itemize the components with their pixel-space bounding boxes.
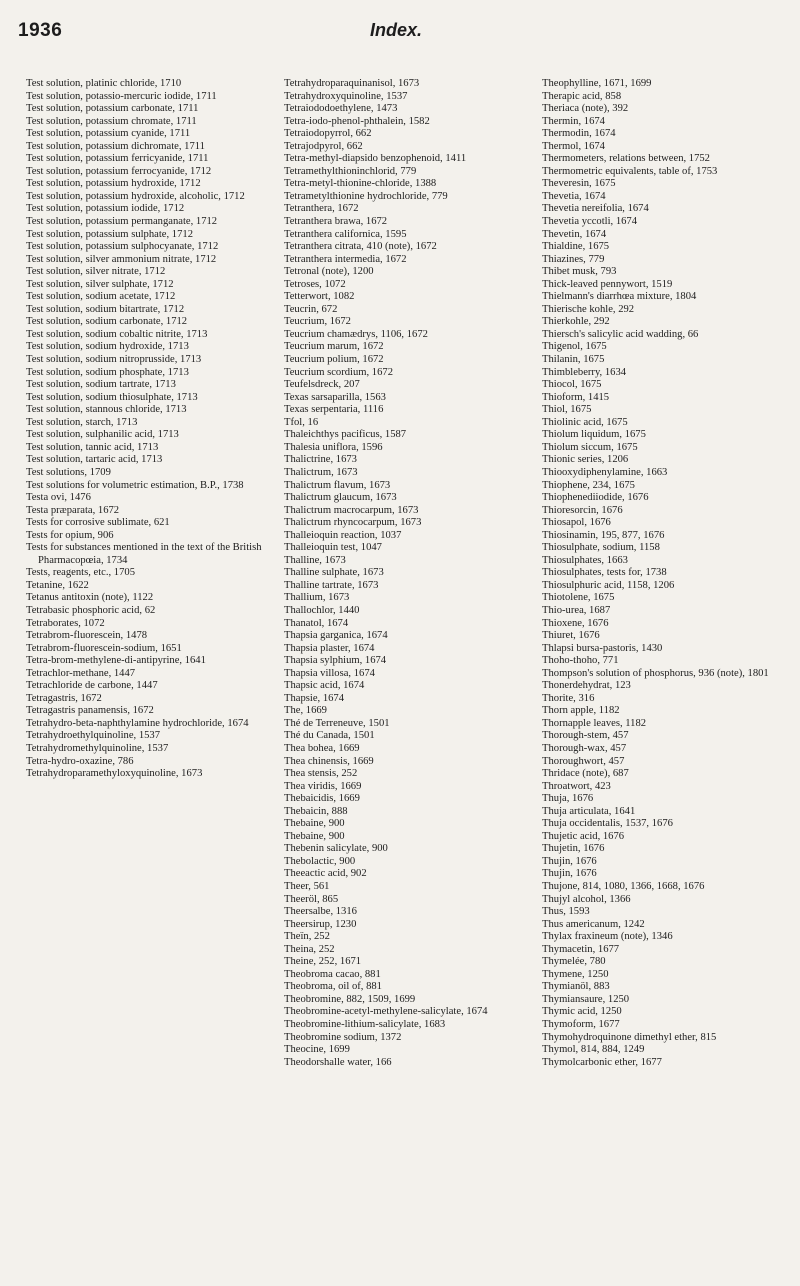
index-entry: Thiocol, 1675 <box>542 379 602 391</box>
index-entry: Theine, 252, 1671 <box>284 956 362 968</box>
index-entry: Thioxene, 1676 <box>542 617 609 629</box>
index-entry: Thioresorcin, 1676 <box>542 504 623 516</box>
index-entry: Thevetia nereifolia, 1674 <box>542 203 649 215</box>
index-entry: Thebolactic, 900 <box>284 855 356 867</box>
index-entry: Test solution, starch, 1713 <box>26 416 138 428</box>
index-entry: Thiophene, 234, 1675 <box>542 479 635 491</box>
index-entry: Test solution, potassium sulphocyanate, 1712 <box>26 241 219 253</box>
index-entry: Thierkohle, 292 <box>542 316 610 328</box>
index-entry: Test solution, potassium ferricyanide, 1711 <box>26 153 209 165</box>
index-entry: Tetragastris panamensis, 1672 <box>26 705 154 717</box>
index-entry: Theïn, 252 <box>284 931 330 943</box>
index-entry: Thiersch's salicylic acid wadding, 66 <box>542 328 699 340</box>
index-entry: Tests for opium, 906 <box>26 529 114 541</box>
index-entry: Thymol, 814, 884, 1249 <box>542 1044 645 1056</box>
index-entry: Thalictrum, 1673 <box>284 466 358 478</box>
index-entry: Thermin, 1674 <box>542 115 605 127</box>
index-entry: Thapsic acid, 1674 <box>284 680 365 692</box>
index-entry: Thujetin, 1676 <box>542 843 605 855</box>
index-entry: Theocine, 1699 <box>284 1044 350 1056</box>
index-entry: Thalline, 1673 <box>284 554 346 566</box>
index-entry: Thiosulphates, 1663 <box>542 554 628 566</box>
index-entry: Test solution, sodium bitartrate, 1712 <box>26 303 185 315</box>
index-entry: Thiosinamin, 195, 877, 1676 <box>542 529 665 541</box>
index-entry: Test solution, potassium iodide, 1712 <box>26 203 185 215</box>
index-entry: Texas serpentaria, 1116 <box>284 404 384 416</box>
index-entry: Tetrahydromethylquinoline, 1537 <box>26 742 169 754</box>
index-entry: Theobroma, oil of, 881 <box>284 981 382 993</box>
index-entry: Thiooxydiphenylamine, 1663 <box>542 466 668 478</box>
index-entry: Tetra-hydro-oxazine, 786 <box>26 755 134 767</box>
index-entry: Theeactic acid, 902 <box>284 868 367 880</box>
index-entry: Testa præparata, 1672 <box>26 504 120 516</box>
index-entry: Thevetia, 1674 <box>542 190 606 202</box>
index-entry: Texas sarsaparilla, 1563 <box>284 391 386 403</box>
index-entry: Teucrium chamædrys, 1106, 1672 <box>284 328 428 340</box>
index-entry: Thaleichthys pacificus, 1587 <box>284 429 407 441</box>
index-entry: Test solution, sodium phosphate, 1713 <box>26 366 189 378</box>
index-entry: Test solution, potassium dichromate, 1711 <box>26 140 205 152</box>
index-entry: Tetrahydroethylquinoline, 1537 <box>26 730 161 742</box>
index-entry: Tetra-metyl-thionine-chloride, 1388 <box>284 178 437 190</box>
index-entry: Test solution, sodium tartrate, 1713 <box>26 379 176 391</box>
index-entry: Test solution, silver nitrate, 1712 <box>26 266 166 278</box>
index-entry: Thoho-thoho, 771 <box>542 655 619 667</box>
index-entry: Thimbleberry, 1634 <box>542 366 627 378</box>
index-entry: Thlapsi bursa-pastoris, 1430 <box>542 642 663 654</box>
index-entry: Thiol, 1675 <box>542 404 592 416</box>
index-entry: Tetranthera, 1672 <box>284 203 359 215</box>
index-entry: Thé du Canada, 1501 <box>284 730 375 742</box>
index-entry: Tetranthera intermedia, 1672 <box>284 253 407 265</box>
index-entry: Thompson's solution of phosphorus, 936 (note), 1801 <box>542 667 769 679</box>
index-entry: Theersalbe, 1316 <box>284 906 357 918</box>
index-entry: Thonerdehydrat, 123 <box>542 680 631 692</box>
index-entry: Test solution, potassium cyanide, 1711 <box>26 128 191 140</box>
running-title: Index. <box>370 20 423 40</box>
index-entry: Thebenin salicylate, 900 <box>284 843 388 855</box>
index-entry: Thallochlor, 1440 <box>284 604 360 616</box>
index-entry: Test solution, potassium permanganate, 1712 <box>26 216 218 228</box>
index-entry: Thiolinic acid, 1675 <box>542 416 628 428</box>
index-entry: Test solution, sodium nitroprusside, 1713 <box>26 354 202 366</box>
index-entry: Throatwort, 423 <box>542 780 611 792</box>
index-entry: Tests, reagents, etc., 1705 <box>26 567 135 579</box>
index-entry: Tetrahydro-beta-naphthylamine hydrochloride, 1674 <box>26 717 249 729</box>
index-entry: Tetraiododoethylene, 1473 <box>284 103 398 115</box>
index-entry: Thibet musk, 793 <box>542 266 617 278</box>
index-entry: Tetraiodopyrrol, 662 <box>284 128 372 140</box>
index-entry: Thiotolene, 1675 <box>542 592 615 604</box>
index-entry: Test solution, tannic acid, 1713 <box>26 441 159 453</box>
index-entry: Thanatol, 1674 <box>284 617 349 629</box>
index-entry: The, 1669 <box>284 705 327 717</box>
index-entry: Tetranthera citrata, 410 (note), 1672 <box>284 241 437 253</box>
index-entry: Test solution, potassium hydroxide, 1712 <box>26 178 201 190</box>
index-entry: Thiuret, 1676 <box>542 630 600 642</box>
index-entry: Thapsie, 1674 <box>284 692 345 704</box>
index-entry: Therapic acid, 858 <box>542 90 622 102</box>
index-entry: Thuja occidentalis, 1537, 1676 <box>542 818 673 830</box>
index-entry: Thornapple leaves, 1182 <box>542 717 647 729</box>
index-entry: Thick-leaved pennywort, 1519 <box>542 278 673 290</box>
index-entry: Thiophenediiodide, 1676 <box>542 492 649 504</box>
index-entry: Thalleioquin reaction, 1037 <box>284 529 402 541</box>
index-entry: Test solution, sodium hydroxide, 1713 <box>26 341 189 353</box>
index-entry: Theer, 561 <box>284 881 330 892</box>
index-entry: Test solution, potassium chromate, 1711 <box>26 115 197 127</box>
index-entry: Thilanin, 1675 <box>542 354 605 366</box>
index-entry: Thermol, 1674 <box>542 140 605 152</box>
index-entry: Thujyl alcohol, 1366 <box>542 893 631 905</box>
index-entry: Thalictrum glaucum, 1673 <box>284 492 397 504</box>
index-entry: Thalictrum rhyncocarpum, 1673 <box>284 517 422 529</box>
index-entry: Tetranthera brawa, 1672 <box>284 216 388 228</box>
index-entry: Theobromine-acetyl-methylene-salicylate, 1674 <box>284 1006 488 1018</box>
index-entry: Tetrahydroparamethyloxyquinoline, 1673 <box>26 768 203 780</box>
index-entry: Thorough-stem, 457 <box>542 730 629 742</box>
index-entry: Teucrium marum, 1672 <box>284 341 384 353</box>
index-entry: Thapsia plaster, 1674 <box>284 642 375 654</box>
index-entry: Theodorshalle water, 166 <box>284 1056 392 1068</box>
index-entry: Thymic acid, 1250 <box>542 1006 622 1018</box>
index-entry: Test solution, potassio-mercuric iodide, 1711 <box>26 90 217 102</box>
index-entry: Thymianöl, 883 <box>542 981 610 993</box>
index-entry: Thalleioquin test, 1047 <box>284 542 382 554</box>
index-entry: Thermometers, relations between, 1752 <box>542 153 710 165</box>
index-entry: Tetrahydroxyquinoline, 1537 <box>284 90 408 102</box>
index-entry: Thymolcarbonic ether, 1677 <box>542 1056 662 1068</box>
index-entry: Test solution, sodium acetate, 1712 <box>26 291 176 303</box>
index-entry: Test solutions, 1709 <box>26 466 111 478</box>
index-entry: Thermodin, 1674 <box>542 128 616 140</box>
index-entry: Test solution, platinic chloride, 1710 <box>26 78 182 89</box>
index-entry: Thialdine, 1675 <box>542 241 610 253</box>
index-entry: Teucrin, 672 <box>284 303 338 315</box>
index-entry: Thielmann's diarrhœa mixture, 1804 <box>542 291 697 303</box>
index-entry: Tests for substances mentioned in the text of the British Pharmacopœia, 1734 <box>26 542 262 566</box>
index-entry: Thymoform, 1677 <box>542 1019 620 1031</box>
index-entry: Thymacetin, 1677 <box>542 943 620 955</box>
index-entry: Tetronal (note), 1200 <box>284 266 374 278</box>
index-entry: Thus, 1593 <box>542 906 590 918</box>
index-entry: Thalictrum macrocarpum, 1673 <box>284 504 419 516</box>
index-columns <box>26 78 786 1268</box>
index-entry: Thebaicin, 888 <box>284 805 348 817</box>
index-entry: Thiolum siccum, 1675 <box>542 441 638 453</box>
index-entry: Tetranthera californica, 1595 <box>284 228 407 240</box>
index-entry: Thevetia yccotli, 1674 <box>542 216 638 228</box>
page-number: 1936 <box>18 20 63 41</box>
index-entry: Thorough-wax, 457 <box>542 742 627 754</box>
index-entry: Thujin, 1676 <box>542 855 597 867</box>
index-entry: Tetra-iodo-phenol-phthalein, 1582 <box>284 115 430 127</box>
index-entry: Thierische kohle, 292 <box>542 303 635 315</box>
index-entry: Thio-urea, 1687 <box>542 604 611 616</box>
index-entry: Test solution, sulphanilic acid, 1713 <box>26 429 179 441</box>
page-header <box>0 18 800 48</box>
index-entry: Thionic series, 1206 <box>542 454 629 466</box>
index-entry: Theobromine-lithium-salicylate, 1683 <box>284 1019 446 1031</box>
index-entry: Thymelée, 780 <box>542 956 606 968</box>
index-entry: Tfol, 16 <box>284 416 319 428</box>
index-entry: Testa ovi, 1476 <box>26 492 91 504</box>
index-entry: Test solution, stannous chloride, 1713 <box>26 404 187 416</box>
index-entry: Theophylline, 1671, 1699 <box>542 78 652 89</box>
index-entry: Tests for corrosive sublimate, 621 <box>26 517 170 529</box>
index-entry: Thapsia garganica, 1674 <box>284 630 388 642</box>
index-entry: Test solutions for volumetric estimation, B.P., 1738 <box>26 479 244 491</box>
index-entry: Theersirup, 1230 <box>284 918 357 930</box>
index-entry: Thiosapol, 1676 <box>542 517 611 529</box>
index-entry: Test solution, silver sulphate, 1712 <box>26 278 174 290</box>
index-entry: Thebaine, 900 <box>284 830 345 842</box>
index-entry: Thea chinensis, 1669 <box>284 755 374 767</box>
index-entry: Thea viridis, 1669 <box>284 780 362 792</box>
index-entry: Thallium, 1673 <box>284 592 350 604</box>
index-entry: Thiolum liquidum, 1675 <box>542 429 646 441</box>
index-entry: Thevetin, 1674 <box>542 228 607 240</box>
index-entry: Thalline sulphate, 1673 <box>284 567 384 579</box>
index-entry: Theriaca (note), 392 <box>542 103 629 115</box>
index-entry: Thapsia villosa, 1674 <box>284 667 375 679</box>
index-entry: Teucrium scordium, 1672 <box>284 366 393 378</box>
index-entry: Tetroses, 1072 <box>284 278 346 290</box>
index-entry: Test solution, sodium carbonate, 1712 <box>26 316 188 328</box>
index-entry: Thermometric equivalents, table of, 1753 <box>542 165 718 177</box>
index-entry: Thoroughwort, 457 <box>542 755 625 767</box>
index-entry: Thymene, 1250 <box>542 968 609 980</box>
index-entry: Thujetic acid, 1676 <box>542 830 625 842</box>
index-entry: Theobromine sodium, 1372 <box>284 1031 402 1043</box>
index-entry: Tetrahydroparaquinanisol, 1673 <box>284 78 420 89</box>
index-entry: Thebaicidis, 1669 <box>284 793 360 805</box>
index-entry: Thujin, 1676 <box>542 868 597 880</box>
index-entry: Tetrabrom-fluorescein, 1478 <box>26 630 148 642</box>
index-entry: Thorn apple, 1182 <box>542 705 620 717</box>
index-entry: Thiosulphuric acid, 1158, 1206 <box>542 579 675 591</box>
index-entry: Theobroma cacao, 881 <box>284 968 381 980</box>
index-entry: Thalesia uniflora, 1596 <box>284 441 383 453</box>
index-entry: Teufelsdreck, 207 <box>284 379 360 391</box>
index-entry: Thigenol, 1675 <box>542 341 607 353</box>
index-entry: Thea stensis, 252 <box>284 768 358 780</box>
index-entry: Tetanine, 1622 <box>26 579 89 591</box>
index-entry: Thapsia sylphium, 1674 <box>284 655 387 667</box>
index-entry: Test solution, potassium hydroxide, alcoholic, 1712 <box>26 190 245 202</box>
index-column-1 <box>26 78 270 1268</box>
index-entry: Thiosulphates, tests for, 1738 <box>542 567 667 579</box>
index-entry: Thuja, 1676 <box>542 793 594 805</box>
index-entry: Thalictrine, 1673 <box>284 454 357 466</box>
index-entry: Tetrametylthionine hydrochloride, 779 <box>284 190 448 202</box>
index-entry: Thiazines, 779 <box>542 253 605 265</box>
index-entry: Thymohydroquinone dimethyl ether, 815 <box>542 1031 717 1043</box>
index-entry: Tetterwort, 1082 <box>284 291 355 303</box>
index-entry: Tetra-brom-methylene-di-antipyrine, 1641 <box>26 655 206 667</box>
index-entry: Thalline tartrate, 1673 <box>284 579 379 591</box>
index-entry: Thus americanum, 1242 <box>542 918 645 930</box>
index-entry: Thiosulphate, sodium, 1158 <box>542 542 660 554</box>
index-entry: Test solution, potassium ferrocyanide, 1712 <box>26 165 212 177</box>
index-entry: Test solution, silver ammonium nitrate, 1712 <box>26 253 217 265</box>
index-entry: Thea bohea, 1669 <box>284 742 360 754</box>
index-entry: Test solution, sodium thiosulphate, 1713 <box>26 391 198 403</box>
index-entry: Test solution, potassium sulphate, 1712 <box>26 228 193 240</box>
index-entry: Teucrium, 1672 <box>284 316 351 328</box>
index-entry: Thioform, 1415 <box>542 391 610 403</box>
index-entry: Thorite, 316 <box>542 692 595 704</box>
index-entry: Tetrajodpyrol, 662 <box>284 140 363 152</box>
index-entry: Test solution, potassium carbonate, 1711 <box>26 103 199 115</box>
index-entry: Theveresin, 1675 <box>542 178 616 190</box>
index-column-2 <box>284 78 528 1268</box>
index-entry: Theina, 252 <box>284 943 335 955</box>
index-entry: Tetraborates, 1072 <box>26 617 105 629</box>
index-entry: Thylax fraxineum (note), 1346 <box>542 931 673 943</box>
index-entry: Thymiansaure, 1250 <box>542 993 630 1005</box>
index-entry: Tetrabasic phosphoric acid, 62 <box>26 604 156 616</box>
index-entry: Teucrium polium, 1672 <box>284 354 384 366</box>
index-entry: Tetanus antitoxin (note), 1122 <box>26 592 154 604</box>
index-entry: Thé de Terreneuve, 1501 <box>284 717 390 729</box>
index-entry: Thujone, 814, 1080, 1366, 1668, 1676 <box>542 881 705 892</box>
index-entry: Tetrabrom-fluorescein-sodium, 1651 <box>26 642 182 654</box>
index-entry: Tetragastris, 1672 <box>26 692 102 704</box>
index-entry: Tetramethylthioninchlorid, 779 <box>284 165 417 177</box>
index-entry: Tetrachlor-methane, 1447 <box>26 667 136 679</box>
index-entry: Theeröl, 865 <box>284 893 339 905</box>
index-entry: Test solution, tartaric acid, 1713 <box>26 454 163 466</box>
index-entry: Tetra-methyl-diapsido benzophenoid, 1411 <box>284 153 467 165</box>
index-entry: Thalictrum flavum, 1673 <box>284 479 391 491</box>
index-entry: Thridace (note), 687 <box>542 768 629 780</box>
index-entry: Test solution, sodium cobaltic nitrite, 1713 <box>26 328 208 340</box>
index-column-3 <box>542 78 786 1268</box>
index-entry: Thuja articulata, 1641 <box>542 805 636 817</box>
index-entry: Theobromine, 882, 1509, 1699 <box>284 993 416 1005</box>
index-entry: Thebaine, 900 <box>284 818 345 830</box>
index-entry: Tetrachloride de carbone, 1447 <box>26 680 158 692</box>
